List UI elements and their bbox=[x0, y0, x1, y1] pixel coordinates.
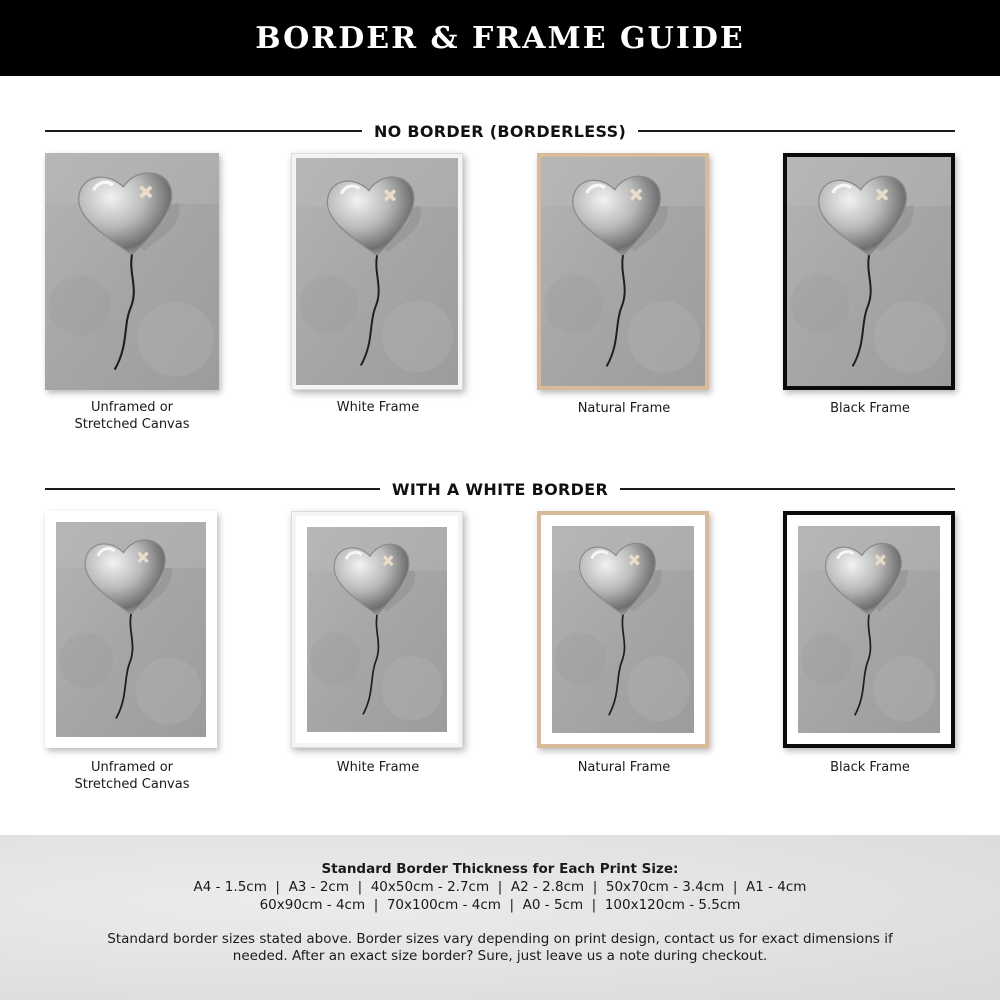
print-preview-natural-frame-borderless bbox=[537, 153, 709, 390]
print-preview-black-frame-borderless bbox=[783, 153, 955, 390]
page-header bbox=[0, 0, 1000, 76]
print-preview-unframed-white-border bbox=[45, 511, 217, 748]
page-title: BORDER & FRAME GUIDE bbox=[255, 20, 745, 56]
border-note: Standard border sizes stated above. Border sizes vary depending on print design, contact us for exact dimensions if needed. After an exact size border? Sure, just leave us a note during checkout. bbox=[107, 931, 893, 964]
heart-balloon-artwork bbox=[296, 158, 458, 385]
border-sizes-line-2: 60x90cm - 4cm | 70x100cm - 4cm | A0 - 5cm | 100x120cm - 5.5cm bbox=[259, 897, 741, 913]
heart-balloon-artwork bbox=[541, 157, 705, 386]
section-title-borderless bbox=[45, 119, 955, 143]
border-sizes-line-1: A4 - 1.5cm | A3 - 2cm | 40x50cm - 2.7cm | A2 - 2.8cm | 50x70cm - 3.4cm | A1 - 4cm bbox=[193, 879, 807, 895]
section-label: WITH A WHITE BORDER bbox=[391, 479, 609, 499]
divider-line bbox=[45, 130, 362, 132]
heart-balloon-artwork bbox=[552, 526, 694, 733]
frame-caption: Black Frame bbox=[830, 401, 910, 416]
divider-line bbox=[45, 488, 380, 490]
caption-line-1: Unframed or bbox=[91, 760, 173, 775]
print-preview-white-frame-borderless bbox=[291, 153, 463, 390]
frame-caption bbox=[45, 399, 219, 433]
frame-caption: White Frame bbox=[336, 400, 420, 415]
heart-balloon-artwork bbox=[45, 153, 219, 390]
caption-line-1: Unframed or bbox=[91, 400, 173, 415]
frame-caption bbox=[45, 759, 219, 793]
heart-balloon-artwork bbox=[798, 526, 940, 733]
frame-caption: Natural Frame bbox=[577, 760, 671, 775]
frame-caption: White Frame bbox=[336, 760, 420, 775]
caption-line-2: Stretched Canvas bbox=[74, 777, 190, 792]
frame-caption: Natural Frame bbox=[577, 401, 671, 416]
divider-line bbox=[620, 488, 955, 490]
section-title-white-border bbox=[45, 477, 955, 501]
heart-balloon-artwork bbox=[787, 157, 951, 386]
print-preview-black-frame-white-border bbox=[783, 511, 955, 748]
heart-balloon-artwork bbox=[307, 527, 447, 732]
print-preview-white-frame-white-border bbox=[291, 511, 463, 748]
divider-line bbox=[638, 130, 955, 132]
section-label: NO BORDER (BORDERLESS) bbox=[373, 121, 627, 141]
print-preview-unframed-borderless bbox=[45, 153, 219, 390]
caption-line-2: Stretched Canvas bbox=[74, 417, 190, 432]
heart-balloon-artwork bbox=[56, 522, 206, 737]
border-thickness-info bbox=[0, 835, 1000, 1000]
border-thickness-title: Standard Border Thickness for Each Print Size: bbox=[321, 861, 679, 877]
print-preview-natural-frame-white-border bbox=[537, 511, 709, 748]
frame-caption: Black Frame bbox=[830, 760, 910, 775]
